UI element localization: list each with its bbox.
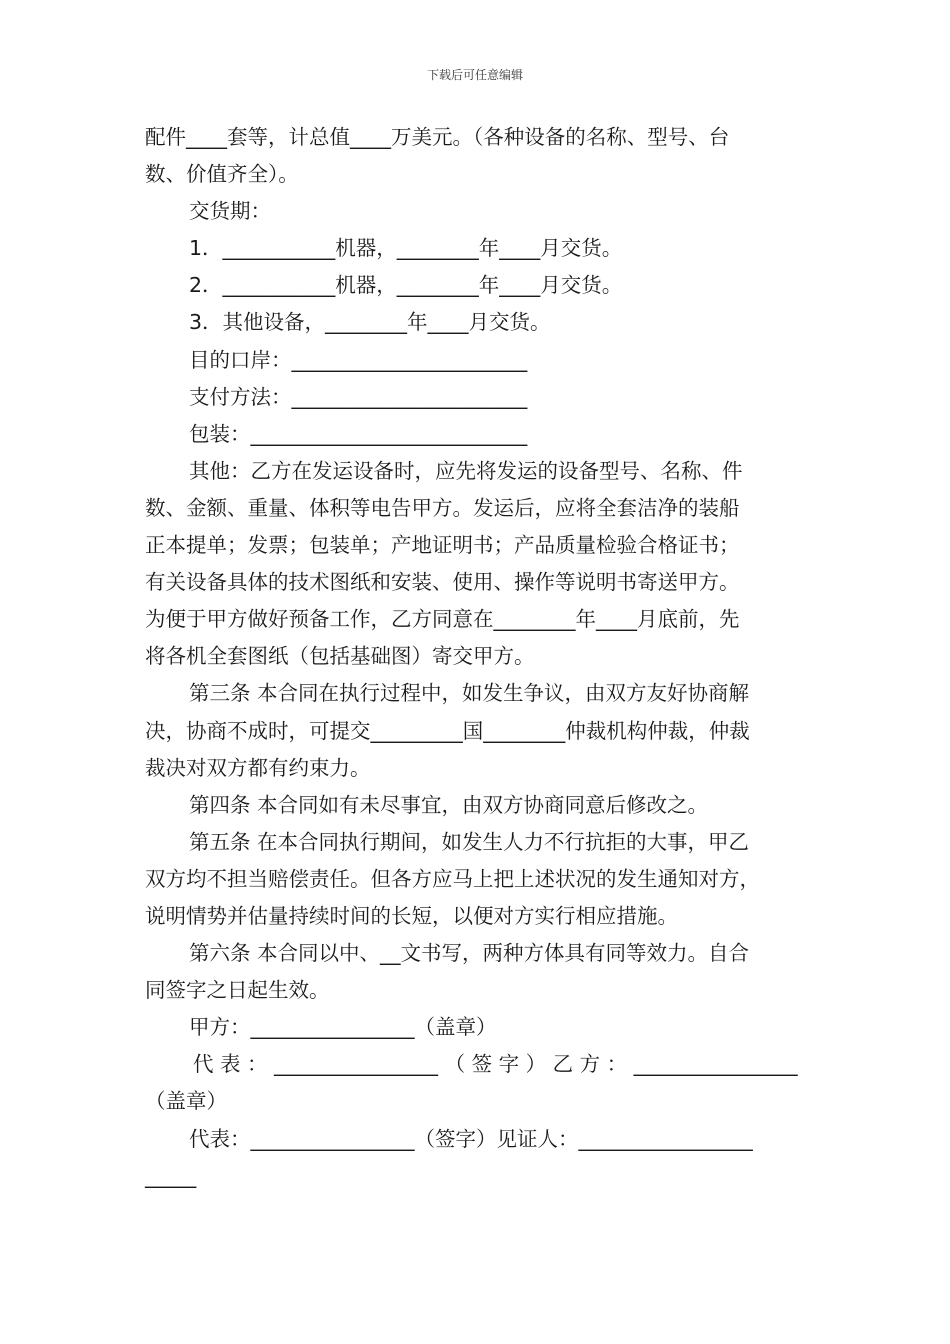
signature-line-witness: 代表：________________（签字）见证人：_________________ [189,1126,753,1151]
text-line: 说明情势并估量持续时间的长短，以便对方实行相应措施。 [145,903,678,928]
text-line: 数、金额、重量、体积等电告甲方。发运后，应将全套洁净的装船 [145,495,740,520]
text-line: 配件____套等，计总值____万美元。（各种设备的名称、型号、台 [145,125,730,149]
text-line: 第五条 在本合同执行期间，如发生人力不行抗拒的大事，甲乙 [189,829,750,854]
text-line: 为便于甲方做好预备工作，乙方同意在________年____月底前，先 [145,607,740,632]
text-line: 将各机全套图纸（包括基础图）寄交甲方。 [145,644,535,669]
text-line: 第六条 本合同以中、__文书写，两种方体具有同等效力。自合 [189,941,750,966]
text-line: 支付方法：_______________________ [189,384,528,409]
text-line: 双方均不担当赔偿责任。但各方应马上把上述状况的发生通知对方， [145,866,760,891]
text-line: 3．其他设备，________年____月交货。 [189,310,551,335]
text-line: 决，协商不成时，可提交_________国________仲裁机构仲裁，仲裁 [145,718,750,743]
signature-line-representative: 代 表 ： ________________ （ 签 字 ） 乙 方 ： ________________ [193,1052,798,1077]
text-line: 1．___________机器，________年____月交货。 [189,236,623,261]
text-line: （盖章） [145,1089,227,1114]
text-line: _____ [145,1163,197,1188]
document-body [145,122,809,1191]
text-line: 交货期： [189,199,271,224]
page-header: 下载后可任意编辑 [426,68,523,82]
text-line: 其他：乙方在发运设备时，应先将发运的设备型号、名称、件 [189,458,743,483]
text-line: 第三条 本合同在执行过程中，如发生争议，由双方友好协商解 [189,681,750,706]
signature-line-party-a: 甲方：________________（盖章） [189,1015,497,1040]
text-line: 包装：___________________________ [189,421,528,446]
text-line: 2．___________机器，________年____月交货。 [189,273,623,298]
text-line: 同签字之日起生效。 [145,978,330,1003]
text-line: 正本提单；发票；包装单；产地证明书；产品质量检验合格证书； [145,533,740,558]
text-line: 第四条 本合同如有未尽事宜，由双方协商同意后修改之。 [189,792,709,817]
text-line: 有关设备具体的技术图纸和安装、使用、操作等说明书寄送甲方。 [145,570,740,595]
text-line: 数、价值齐全）。 [145,162,299,187]
text-line: 裁决对双方都有约束力。 [145,755,371,780]
text-line: 目的口岸：_______________________ [189,347,528,372]
